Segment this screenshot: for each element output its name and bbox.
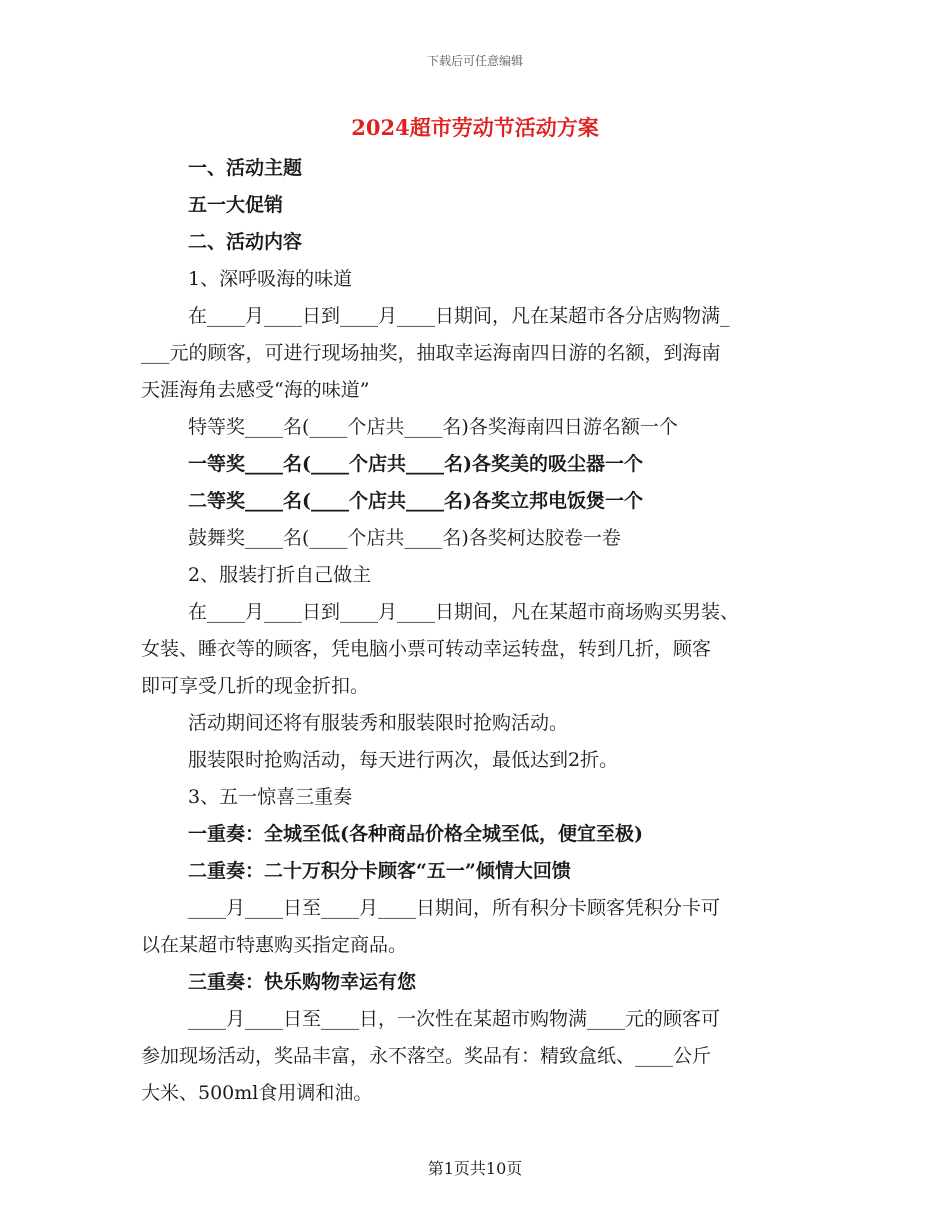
text-line: 天涯海角去感受“海的味道” bbox=[141, 379, 370, 401]
text-line: 二、活动内容 bbox=[188, 231, 303, 253]
text-line: 即可享受几折的现金折扣。 bbox=[141, 675, 370, 697]
text-line: 3、五一惊喜三重奏 bbox=[188, 786, 353, 808]
page-footer: 第1页共10页 bbox=[427, 1159, 523, 1178]
text-line: 三重奏：快乐购物幸运有您 bbox=[188, 971, 417, 993]
header-note: 下载后可任意编辑 bbox=[426, 54, 523, 68]
text-line: 特等奖____名(____个店共____名)各奖海南四日游名额一个 bbox=[188, 416, 678, 438]
text-line: 大米、500ml食用调和油。 bbox=[141, 1082, 373, 1104]
text-line: 活动期间还将有服装秀和服装限时抢购活动。 bbox=[188, 712, 569, 734]
text-line: ___元的顾客，可进行现场抽奖，抽取幸运海南四日游的名额，到海南 bbox=[141, 342, 721, 364]
text-line: ____月____日至____日，一次性在某超市购物满____元的顾客可 bbox=[188, 1008, 721, 1030]
text-line: 女装、睡衣等的顾客，凭电脑小票可转动幸运转盘，转到几折，顾客 bbox=[141, 638, 712, 660]
text-line: 二重奏：二十万积分卡顾客“五一”倾情大回馈 bbox=[188, 860, 571, 882]
text-line: 一等奖____名(____个店共____名)各奖美的吸尘器一个 bbox=[188, 453, 643, 475]
document-title: 2024超市劳动节活动方案 bbox=[351, 115, 599, 140]
text-line: 一重奏：全城至低(各种商品价格全城至低，便宜至极) bbox=[188, 823, 643, 845]
text-line: 在____月____日到____月____日期间，凡在某超市各分店购物满_ bbox=[188, 305, 730, 327]
text-line: 五一大促销 bbox=[188, 194, 284, 216]
text-line: 2、服装打折自己做主 bbox=[188, 564, 372, 586]
text-line: 参加现场活动，奖品丰富，永不落空。奖品有：精致盒纸、____公斤 bbox=[141, 1045, 712, 1067]
text-line: 二等奖____名(____个店共____名)各奖立邦电饭煲一个 bbox=[188, 490, 643, 512]
text-line: 以在某超市特惠购买指定商品。 bbox=[141, 934, 408, 956]
text-line: 鼓舞奖____名(____个店共____名)各奖柯达胶卷一卷 bbox=[188, 527, 621, 549]
text-line: 服装限时抢购活动，每天进行两次，最低达到2折。 bbox=[188, 749, 619, 771]
document-body bbox=[141, 150, 809, 1112]
text-line: 1、深呼吸海的味道 bbox=[188, 268, 353, 290]
text-line: ____月____日至____月____日期间，所有积分卡顾客凭积分卡可 bbox=[188, 897, 721, 919]
text-line: 一、活动主题 bbox=[188, 157, 303, 179]
text-line: 在____月____日到____月____日期间，凡在某超市商场购买男装、 bbox=[188, 601, 740, 623]
